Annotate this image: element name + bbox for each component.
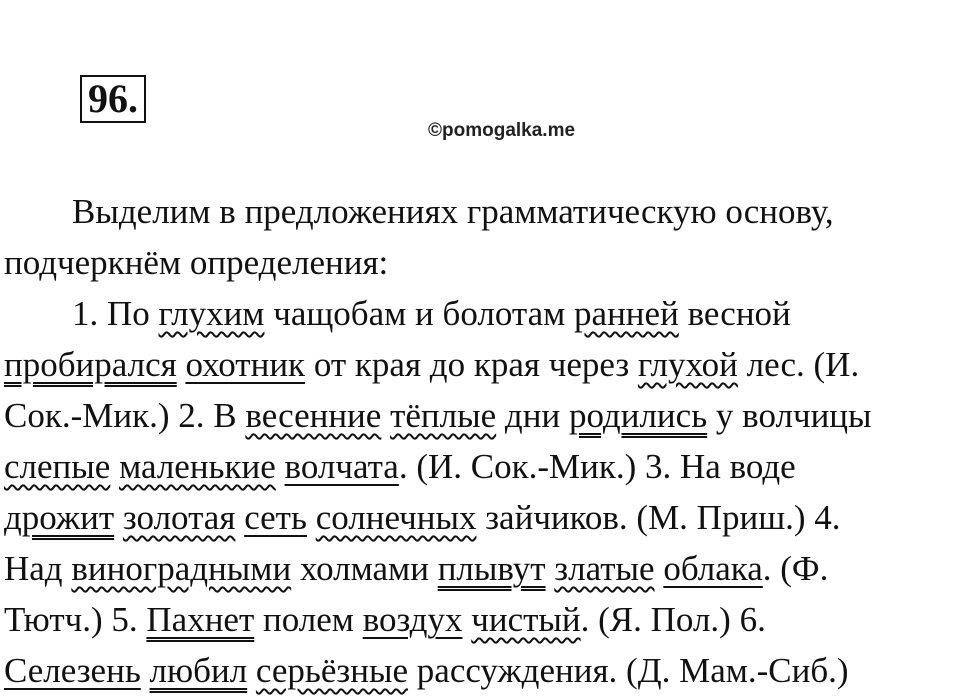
plain-text: Тютч.) 5. bbox=[4, 600, 147, 639]
plain-text: холмами bbox=[291, 549, 438, 588]
predicate-word: дрожит bbox=[4, 498, 115, 537]
attribute-word: ранней bbox=[574, 294, 679, 333]
attribute-word: золотая bbox=[122, 498, 236, 537]
plain-text bbox=[235, 498, 244, 537]
attribute-word: солнечных bbox=[315, 498, 477, 537]
plain-text: весной bbox=[678, 294, 791, 333]
text-line bbox=[4, 390, 956, 441]
plain-text: . (И. Сок.-Мик.) 3. На воде bbox=[398, 447, 796, 486]
subject-word: Селезень bbox=[4, 651, 141, 690]
plain-text: у волчицы bbox=[707, 396, 872, 435]
attribute-word: серьёзные bbox=[255, 651, 409, 690]
plain-text: от края до края через bbox=[305, 345, 638, 384]
attribute-word: глухим bbox=[158, 294, 265, 333]
attribute-word: глухой bbox=[637, 345, 738, 384]
plain-text: Над bbox=[4, 549, 72, 588]
attribute-word: златые bbox=[554, 549, 655, 588]
plain-text bbox=[307, 498, 316, 537]
text-line bbox=[4, 543, 956, 594]
exercise-text bbox=[4, 186, 956, 696]
plain-text bbox=[462, 600, 471, 639]
predicate-word: Пахнет bbox=[146, 600, 255, 639]
subject-word: облака bbox=[663, 549, 763, 588]
predicate-word: родились bbox=[568, 396, 708, 435]
plain-text bbox=[114, 498, 123, 537]
plain-text bbox=[381, 396, 390, 435]
intro-line-1: Выделим в предложениях грамматическую основу, bbox=[72, 192, 834, 231]
subject-word: охотник bbox=[185, 345, 306, 384]
attribute-word: весенние bbox=[245, 396, 382, 435]
attribute-word: маленькие bbox=[119, 447, 276, 486]
plain-text bbox=[655, 549, 664, 588]
text-line bbox=[4, 441, 956, 492]
text-line bbox=[4, 339, 956, 390]
text-line bbox=[4, 288, 956, 339]
attribute-word: тёплые bbox=[390, 396, 497, 435]
task-number: 96. bbox=[80, 75, 146, 123]
predicate-word: плывут bbox=[437, 549, 546, 588]
attribute-word: слепые bbox=[4, 447, 111, 486]
attribute-word: чистый bbox=[471, 600, 581, 639]
plain-text: рассуждения. (Д. Мам.-Сиб.) bbox=[408, 651, 849, 690]
subject-word: волчата bbox=[284, 447, 399, 486]
plain-text: полем bbox=[254, 600, 363, 639]
plain-text: дни bbox=[496, 396, 569, 435]
plain-text: зайчиков. (М. Приш.) 4. bbox=[476, 498, 841, 537]
attribute-word: виноградными bbox=[71, 549, 292, 588]
plain-text: чащобам и болотам bbox=[264, 294, 575, 333]
plain-text: Сок.-Мик.) 2. В bbox=[4, 396, 246, 435]
plain-text bbox=[546, 549, 555, 588]
intro-line-2: подчеркнём определения: bbox=[4, 243, 389, 282]
plain-text: лес. (И. bbox=[737, 345, 860, 384]
text-line bbox=[4, 645, 956, 696]
plain-text: . (Я. Пол.) 6. bbox=[580, 600, 766, 639]
plain-text bbox=[110, 447, 119, 486]
sentence-lines bbox=[4, 288, 956, 696]
subject-word: сеть bbox=[244, 498, 307, 537]
plain-text bbox=[276, 447, 285, 486]
plain-text bbox=[141, 651, 150, 690]
watermark: ©pomogalka.me bbox=[428, 120, 576, 141]
text-line bbox=[4, 492, 956, 543]
plain-text: . (Ф. bbox=[762, 549, 829, 588]
plain-text: 1. По bbox=[72, 294, 159, 333]
text-line bbox=[4, 594, 956, 645]
predicate-word: пробирался bbox=[4, 345, 177, 384]
predicate-word: любил bbox=[149, 651, 248, 690]
subject-word: воздух bbox=[362, 600, 463, 639]
plain-text bbox=[247, 651, 256, 690]
